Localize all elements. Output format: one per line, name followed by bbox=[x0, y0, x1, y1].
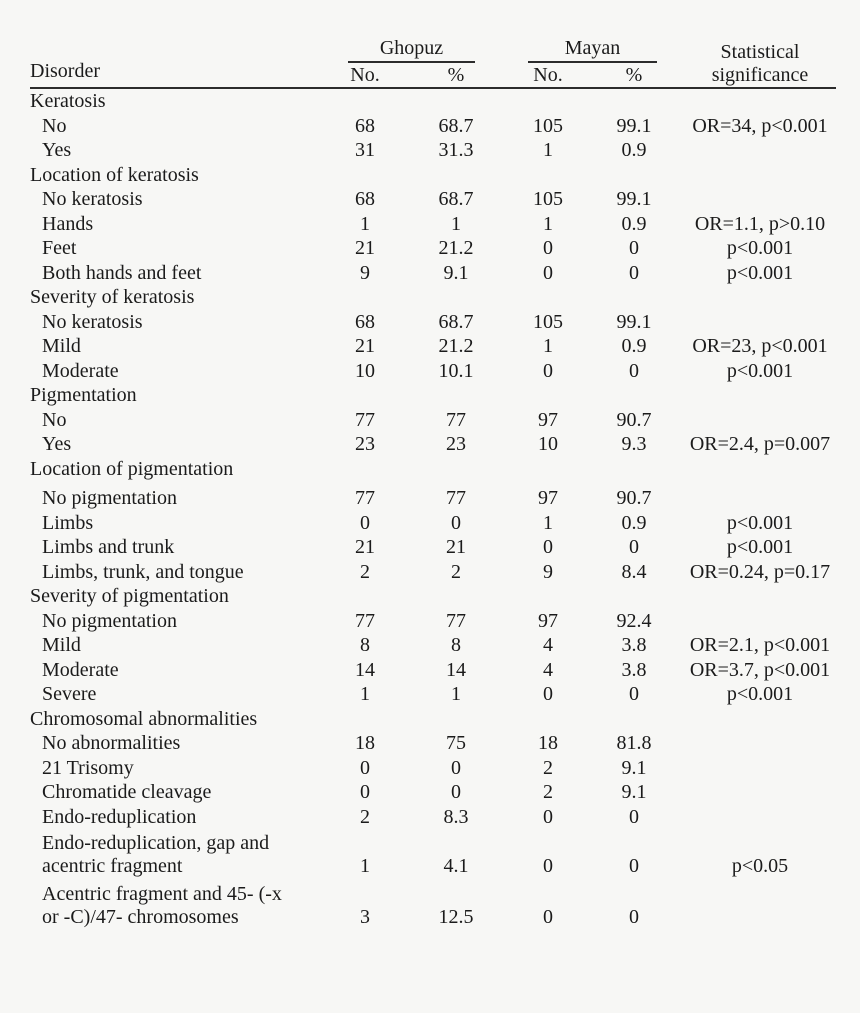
mayan-no-value: 105 bbox=[533, 114, 563, 137]
stat-significance-value: p<0.001 bbox=[726, 536, 794, 558]
mayan-no-value: 1 bbox=[543, 212, 553, 235]
group-header-ghopuz: Ghopuz bbox=[348, 36, 475, 63]
ghopuz-pct-value: 8.3 bbox=[443, 805, 469, 828]
ghopuz-no-value: 18 bbox=[355, 732, 375, 754]
ghopuz-no-value: 1 bbox=[360, 683, 370, 705]
table-row bbox=[30, 212, 836, 237]
mayan-pct-value: 0 bbox=[629, 855, 639, 877]
row-label: Both hands and feet bbox=[42, 261, 202, 284]
table-row bbox=[30, 731, 836, 756]
stat-header-line1: Statistical bbox=[720, 41, 800, 63]
mayan-pct-value: 92.4 bbox=[616, 609, 652, 632]
mayan-pct-value: 0 bbox=[629, 261, 639, 284]
ghopuz-no-value: 9 bbox=[360, 261, 370, 284]
mayan-pct-value: 0 bbox=[629, 683, 639, 705]
group-header-mayan: Mayan bbox=[528, 36, 657, 63]
mayan-no-value: 0 bbox=[543, 536, 553, 558]
row-label: Limbs, trunk, and tongue bbox=[42, 560, 244, 583]
subheader-ghopuz-pct: % bbox=[400, 63, 512, 88]
table-row bbox=[30, 756, 836, 781]
mayan-pct-value: 99.1 bbox=[616, 310, 652, 333]
ghopuz-no-value: 1 bbox=[360, 855, 370, 877]
ghopuz-pct-value: 77 bbox=[446, 487, 466, 509]
mayan-pct-value: 8.4 bbox=[621, 560, 647, 583]
row-label: Chromatide cleavage bbox=[42, 781, 212, 803]
ghopuz-pct-value: 9.1 bbox=[443, 261, 469, 284]
table-header bbox=[30, 36, 836, 88]
table-row bbox=[30, 114, 836, 139]
ghopuz-no-value: 31 bbox=[355, 139, 375, 161]
ghopuz-no-value: 14 bbox=[355, 658, 375, 681]
ghopuz-no-value: 68 bbox=[355, 114, 375, 137]
mayan-pct-value: 0 bbox=[629, 906, 639, 928]
table-row bbox=[30, 334, 836, 359]
mayan-no-value: 10 bbox=[538, 433, 558, 455]
ghopuz-pct-value: 8 bbox=[451, 634, 461, 656]
ghopuz-pct-value: 0 bbox=[451, 781, 461, 803]
mayan-pct-value: 81.8 bbox=[616, 732, 652, 754]
section-label: Location of pigmentation bbox=[30, 457, 234, 480]
row-label-line: Acentric fragment and 45- (-x bbox=[42, 883, 282, 905]
table-row bbox=[30, 481, 836, 511]
row-label: Moderate bbox=[42, 658, 119, 681]
mayan-pct-value: 0 bbox=[629, 536, 639, 558]
table-row bbox=[30, 829, 836, 880]
section-row bbox=[30, 707, 836, 732]
table-row bbox=[30, 609, 836, 634]
ghopuz-pct-value: 1 bbox=[451, 683, 461, 705]
row-label: Feet bbox=[42, 237, 77, 259]
ghopuz-pct-value: 75 bbox=[446, 732, 466, 754]
ghopuz-no-value: 10 bbox=[355, 359, 375, 382]
ghopuz-no-value: 0 bbox=[360, 756, 370, 779]
mayan-no-value: 97 bbox=[538, 487, 558, 509]
section-row bbox=[30, 285, 836, 310]
table-row bbox=[30, 805, 836, 830]
mayan-no-value: 18 bbox=[538, 732, 558, 754]
row-label: No keratosis bbox=[42, 188, 143, 210]
stat-significance-value bbox=[684, 805, 836, 830]
mayan-pct-value: 0.9 bbox=[621, 335, 647, 357]
group-header-ghopuz-cell bbox=[330, 36, 512, 63]
row-label-line: acentric fragment bbox=[42, 855, 183, 877]
ghopuz-no-value: 68 bbox=[355, 188, 375, 210]
row-label-line: Endo-reduplication, gap and bbox=[42, 832, 270, 854]
mayan-no-value: 2 bbox=[543, 781, 553, 803]
stat-significance-value: p<0.001 bbox=[726, 359, 794, 382]
row-label: No pigmentation bbox=[42, 487, 177, 509]
ghopuz-pct-value: 23 bbox=[446, 433, 466, 455]
ghopuz-pct-value: 31.3 bbox=[438, 139, 474, 161]
stat-significance-value bbox=[684, 756, 836, 781]
mayan-pct-value: 99.1 bbox=[616, 188, 652, 210]
ghopuz-pct-value: 12.5 bbox=[438, 906, 474, 928]
row-label: No bbox=[42, 114, 67, 137]
section-row bbox=[30, 88, 836, 114]
ghopuz-no-value: 0 bbox=[360, 511, 370, 534]
mayan-no-value: 0 bbox=[543, 855, 553, 877]
row-label bbox=[30, 829, 330, 880]
section-row bbox=[30, 457, 836, 482]
mayan-pct-value: 0 bbox=[629, 237, 639, 259]
ghopuz-no-value: 1 bbox=[360, 212, 370, 235]
table-row bbox=[30, 408, 836, 433]
section-row bbox=[30, 584, 836, 609]
row-label: Moderate bbox=[42, 359, 119, 382]
row-label: Severe bbox=[42, 683, 97, 705]
row-label: No keratosis bbox=[42, 310, 143, 333]
ghopuz-no-value: 77 bbox=[355, 487, 375, 509]
mayan-pct-value: 3.8 bbox=[621, 634, 647, 656]
ghopuz-pct-value: 21 bbox=[446, 536, 466, 558]
ghopuz-pct-value: 77 bbox=[446, 408, 466, 431]
mayan-pct-value: 0.9 bbox=[621, 139, 647, 161]
mayan-pct-value: 0.9 bbox=[621, 212, 647, 235]
section-row bbox=[30, 383, 836, 408]
table-row bbox=[30, 658, 836, 683]
section-label: Location of keratosis bbox=[30, 163, 199, 186]
stat-significance-value bbox=[684, 780, 836, 805]
table-row bbox=[30, 880, 836, 931]
table-row bbox=[30, 780, 836, 805]
ghopuz-no-value: 2 bbox=[360, 560, 370, 583]
mayan-no-value: 1 bbox=[543, 335, 553, 357]
stat-significance-value: p<0.001 bbox=[726, 261, 794, 284]
ghopuz-pct-value: 0 bbox=[451, 511, 461, 534]
row-label: No pigmentation bbox=[42, 609, 177, 632]
ghopuz-pct-value: 0 bbox=[451, 756, 461, 779]
table-row bbox=[30, 138, 836, 163]
subheader-mayan-pct: % bbox=[584, 63, 684, 88]
table-row bbox=[30, 432, 836, 457]
ghopuz-no-value: 8 bbox=[360, 634, 370, 656]
mayan-pct-value: 9.3 bbox=[621, 433, 647, 455]
mayan-no-value: 9 bbox=[543, 560, 553, 583]
ghopuz-pct-value: 2 bbox=[451, 560, 461, 583]
mayan-no-value: 0 bbox=[543, 261, 553, 284]
mayan-no-value: 97 bbox=[538, 408, 558, 431]
mayan-no-value: 105 bbox=[533, 188, 563, 210]
ghopuz-pct-value: 68.7 bbox=[438, 188, 474, 210]
stat-significance-value: OR=0.24, p=0.17 bbox=[689, 560, 831, 583]
group-header-mayan-cell bbox=[512, 36, 684, 63]
stat-significance-value bbox=[684, 481, 836, 511]
stat-significance-value: OR=3.7, p<0.001 bbox=[689, 658, 831, 681]
row-label: Yes bbox=[42, 433, 72, 455]
ghopuz-pct-value: 77 bbox=[446, 609, 466, 632]
section-label: Severity of pigmentation bbox=[30, 585, 229, 607]
mayan-pct-value: 99.1 bbox=[616, 114, 652, 137]
table-body bbox=[30, 88, 836, 931]
row-label bbox=[30, 880, 330, 931]
stat-significance-value: OR=2.1, p<0.001 bbox=[689, 634, 831, 656]
mayan-no-value: 105 bbox=[533, 310, 563, 333]
mayan-no-value: 0 bbox=[543, 906, 553, 928]
ghopuz-no-value: 3 bbox=[360, 906, 370, 928]
subheader-mayan-no: No. bbox=[512, 63, 584, 88]
stat-significance-value bbox=[684, 408, 836, 433]
ghopuz-no-value: 0 bbox=[360, 781, 370, 803]
stat-significance-value: p<0.05 bbox=[731, 855, 789, 877]
row-label: Mild bbox=[42, 335, 81, 357]
mayan-no-value: 97 bbox=[538, 609, 558, 632]
ghopuz-no-value: 23 bbox=[355, 433, 375, 455]
mayan-pct-value: 9.1 bbox=[621, 756, 647, 779]
stat-significance-value: p<0.001 bbox=[726, 683, 794, 705]
ghopuz-no-value: 21 bbox=[355, 335, 375, 357]
mayan-pct-value: 90.7 bbox=[616, 408, 652, 431]
disorders-comparison-table bbox=[30, 36, 836, 931]
ghopuz-no-value: 77 bbox=[355, 408, 375, 431]
row-label: Yes bbox=[42, 139, 72, 161]
row-label: 21 Trisomy bbox=[42, 756, 134, 779]
section-label: Keratosis bbox=[30, 90, 106, 112]
row-label: No abnormalities bbox=[42, 732, 181, 754]
section-row bbox=[30, 163, 836, 188]
stat-significance-value: OR=1.1, p>0.10 bbox=[694, 212, 826, 235]
mayan-no-value: 4 bbox=[543, 634, 553, 656]
ghopuz-no-value: 77 bbox=[355, 609, 375, 632]
mayan-pct-value: 9.1 bbox=[621, 781, 647, 803]
table-row bbox=[30, 511, 836, 536]
ghopuz-pct-value: 68.7 bbox=[438, 114, 474, 137]
stat-significance-value: p<0.001 bbox=[726, 511, 794, 534]
mayan-no-value: 4 bbox=[543, 658, 553, 681]
table-row bbox=[30, 261, 836, 286]
section-label: Chromosomal abnormalities bbox=[30, 707, 258, 730]
mayan-no-value: 0 bbox=[543, 359, 553, 382]
ghopuz-no-value: 21 bbox=[355, 237, 375, 259]
ghopuz-pct-value: 68.7 bbox=[438, 310, 474, 333]
row-label: Limbs and trunk bbox=[42, 536, 175, 558]
row-label-line: or -C)/47- chromosomes bbox=[42, 906, 239, 928]
ghopuz-pct-value: 14 bbox=[446, 658, 466, 681]
ghopuz-pct-value: 21.2 bbox=[438, 335, 474, 357]
stat-significance-value bbox=[684, 138, 836, 163]
table-row bbox=[30, 682, 836, 707]
mayan-pct-value: 0.9 bbox=[621, 511, 647, 534]
column-header-disorder: Disorder bbox=[30, 36, 330, 88]
row-label: Limbs bbox=[42, 511, 94, 534]
mayan-no-value: 0 bbox=[543, 805, 553, 828]
stat-significance-value: p<0.001 bbox=[726, 237, 794, 259]
ghopuz-pct-value: 1 bbox=[451, 212, 461, 235]
row-label: Mild bbox=[42, 634, 81, 656]
ghopuz-pct-value: 10.1 bbox=[438, 359, 474, 382]
table-row bbox=[30, 633, 836, 658]
stat-significance-value bbox=[684, 880, 836, 931]
section-label: Pigmentation bbox=[30, 384, 137, 406]
mayan-no-value: 1 bbox=[543, 511, 553, 534]
stat-significance-value: OR=23, p<0.001 bbox=[692, 335, 828, 357]
table-row bbox=[30, 535, 836, 560]
stat-significance-value bbox=[684, 731, 836, 756]
mayan-no-value: 2 bbox=[543, 756, 553, 779]
stat-header-line2: significance bbox=[711, 64, 809, 86]
column-header-statistical-significance bbox=[684, 36, 836, 88]
stat-significance-value: OR=2.4, p=0.007 bbox=[689, 433, 831, 455]
stat-significance-value bbox=[684, 609, 836, 634]
ghopuz-pct-value: 21.2 bbox=[438, 237, 474, 259]
mayan-pct-value: 0 bbox=[629, 359, 639, 382]
mayan-pct-value: 90.7 bbox=[616, 487, 652, 509]
stat-significance-value bbox=[684, 310, 836, 335]
mayan-no-value: 0 bbox=[543, 237, 553, 259]
ghopuz-no-value: 2 bbox=[360, 805, 370, 828]
row-label: Hands bbox=[42, 212, 94, 235]
table-row bbox=[30, 310, 836, 335]
mayan-pct-value: 0 bbox=[629, 805, 639, 828]
mayan-pct-value: 3.8 bbox=[621, 658, 647, 681]
ghopuz-no-value: 68 bbox=[355, 310, 375, 333]
table-row bbox=[30, 236, 836, 261]
ghopuz-pct-value: 4.1 bbox=[443, 855, 469, 877]
row-label: Endo-reduplication bbox=[42, 805, 197, 828]
stat-significance-value: OR=34, p<0.001 bbox=[692, 114, 828, 137]
subheader-ghopuz-no: No. bbox=[330, 63, 400, 88]
table-row bbox=[30, 187, 836, 212]
mayan-no-value: 0 bbox=[543, 683, 553, 705]
table-row bbox=[30, 560, 836, 585]
ghopuz-no-value: 21 bbox=[355, 536, 375, 558]
row-label: No bbox=[42, 408, 67, 431]
table-row bbox=[30, 359, 836, 384]
stat-significance-value bbox=[684, 187, 836, 212]
mayan-no-value: 1 bbox=[543, 139, 553, 161]
section-label: Severity of keratosis bbox=[30, 286, 195, 308]
